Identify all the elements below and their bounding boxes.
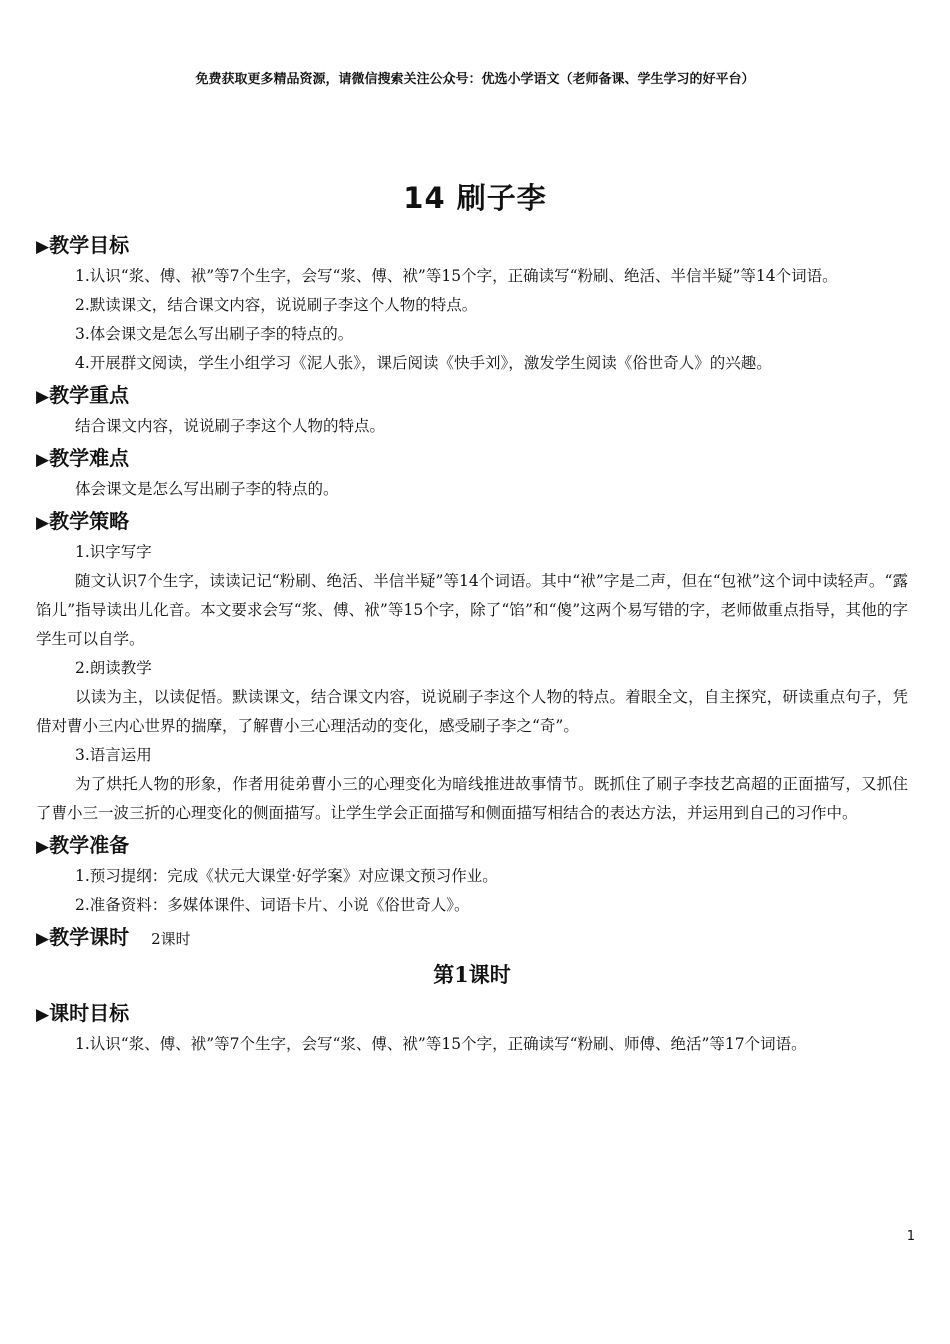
paragraph: 1.识字写字 [75,543,152,561]
paragraph: 2.默读课文，结合课文内容，说说刷子李这个人物的特点。 [75,296,478,314]
triangle-marker-icon: ▶ [36,929,50,949]
paragraph: 1.预习提纲：完成《状元大课堂·好学案》对应课文预习作业。 [75,867,498,885]
triangle-marker-icon: ▶ [36,387,50,407]
section-heading-lesson-goals: ▶课时目标 [36,1001,130,1025]
triangle-marker-icon: ▶ [36,237,50,257]
paragraph: 1.认识“浆、傅、袱”等7个生字，会写“浆、傅、袱”等15个字，正确读写“粉刷、绝活、半信半疑”等14个词语。 [75,267,838,285]
section-heading-difficulty: ▶教学难点 [36,446,130,470]
section-heading-focus: ▶教学重点 [36,383,130,407]
paragraph: 体会课文是怎么写出刷子李的特点的。 [75,480,339,498]
section-heading-prep: ▶教学准备 [36,833,130,857]
paragraph: 3.体会课文是怎么写出刷子李的特点的。 [75,325,354,343]
section-heading-periods: ▶教学课时 2课时 [36,925,191,949]
paragraph: 结合课文内容，说说刷子李这个人物的特点。 [75,417,386,435]
paragraph: 2.朗读教学 [75,659,152,677]
paragraph: 4.开展群文阅读，学生小组学习《泥人张》，课后阅读《快手刘》，激发学生阅读《俗世奇人》的兴趣。 [75,354,772,372]
triangle-marker-icon: ▶ [36,513,50,533]
triangle-marker-icon: ▶ [36,450,50,470]
periods-value: 2课时 [151,930,191,948]
page-header: 免费获取更多精品资源，请微信搜索关注公众号：优选小学语文（老师备课、学生学习的好平台） [195,72,755,87]
paragraph: 3.语言运用 [75,746,152,764]
paragraph: 以读为主，以读促悟。默读课文，结合课文内容，说说刷子李这个人物的特点。着眼全文，自主探究，研读重点句子，凭借对曹小三内心世界的揣摩，了解曹小三心理活动的变化，感受刷子李之“奇”。 [36,688,908,735]
section-heading-goals: ▶教学目标 [36,233,130,257]
document-body [36,228,908,1059]
page-number: 1 [906,1229,915,1244]
paragraph: 1.认识“浆、傅、袱”等7个生字，会写“浆、傅、袱”等15个字，正确读写“粉刷、师傅、绝活”等17个词语。 [75,1035,807,1053]
section-heading-strategy: ▶教学策略 [36,509,130,533]
lesson-title: 第1课时 [433,962,511,987]
paragraph: 为了烘托人物的形象，作者用徒弟曹小三的心理变化为暗线推进故事情节。既抓住了刷子李技艺高超的正面描写，又抓住了曹小三一波三折的心理变化的侧面描写。让学生学会正面描写和侧面描写相结合的表达方法，并运用到自己的习作中。 [36,775,908,822]
page-title: 14 刷子李 [403,181,547,215]
triangle-marker-icon: ▶ [36,1005,50,1025]
triangle-marker-icon: ▶ [36,837,50,857]
paragraph: 2.准备资料：多媒体课件、词语卡片、小说《俗世奇人》。 [75,896,470,914]
paragraph: 随文认识7个生字，读读记记“粉刷、绝活、半信半疑”等14个词语。其中“袱”字是二声，但在“包袱”这个词中读轻声。“露馅儿”指导读出儿化音。本文要求会写“浆、傅、袱”等15个字，除了“馅”和“傻”这两个易写错的字，老师做重点指导，其他的字学生可以自学。 [36,572,908,648]
